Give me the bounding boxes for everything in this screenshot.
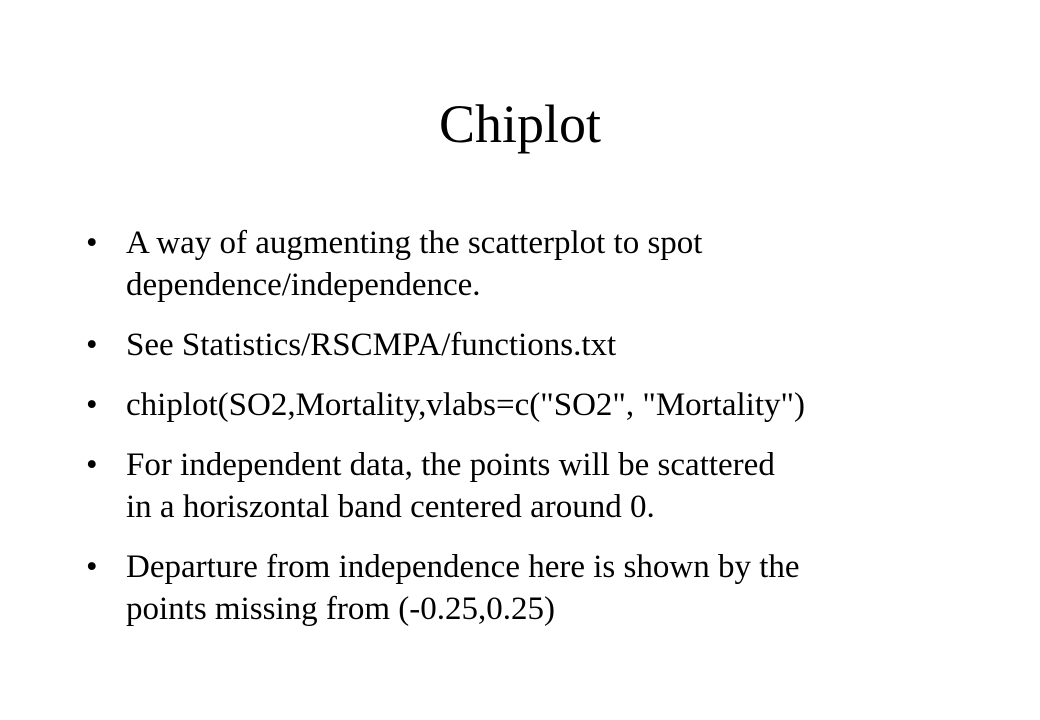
bullet-marker: • bbox=[86, 225, 98, 261]
bullet-item bbox=[86, 324, 986, 366]
bullet-marker: • bbox=[86, 549, 98, 585]
bullet-marker: • bbox=[86, 387, 98, 423]
slide-title: Chiplot bbox=[438, 94, 602, 154]
bullet-marker: • bbox=[86, 327, 98, 363]
bullet-text: Departure from independence here is shown by the points missing from (-0.25,0.25) bbox=[126, 549, 800, 627]
bullet-item bbox=[86, 384, 986, 426]
bullet-text: See Statistics/RSCMPA/functions.txt bbox=[126, 327, 617, 363]
bullet-item bbox=[86, 546, 986, 630]
bullet-marker: • bbox=[86, 447, 98, 483]
bullet-item bbox=[86, 444, 986, 528]
bullet-item bbox=[86, 222, 986, 306]
bullet-text: For independent data, the points will be scattered in a horiszontal band centered around 0. bbox=[126, 447, 775, 525]
bullet-list bbox=[86, 222, 986, 648]
bullet-text: chiplot(SO2,Mortality,vlabs=c("SO2", "Mortality") bbox=[126, 387, 805, 423]
bullet-text: A way of augmenting the scatterplot to spot dependence/independence. bbox=[126, 225, 703, 303]
